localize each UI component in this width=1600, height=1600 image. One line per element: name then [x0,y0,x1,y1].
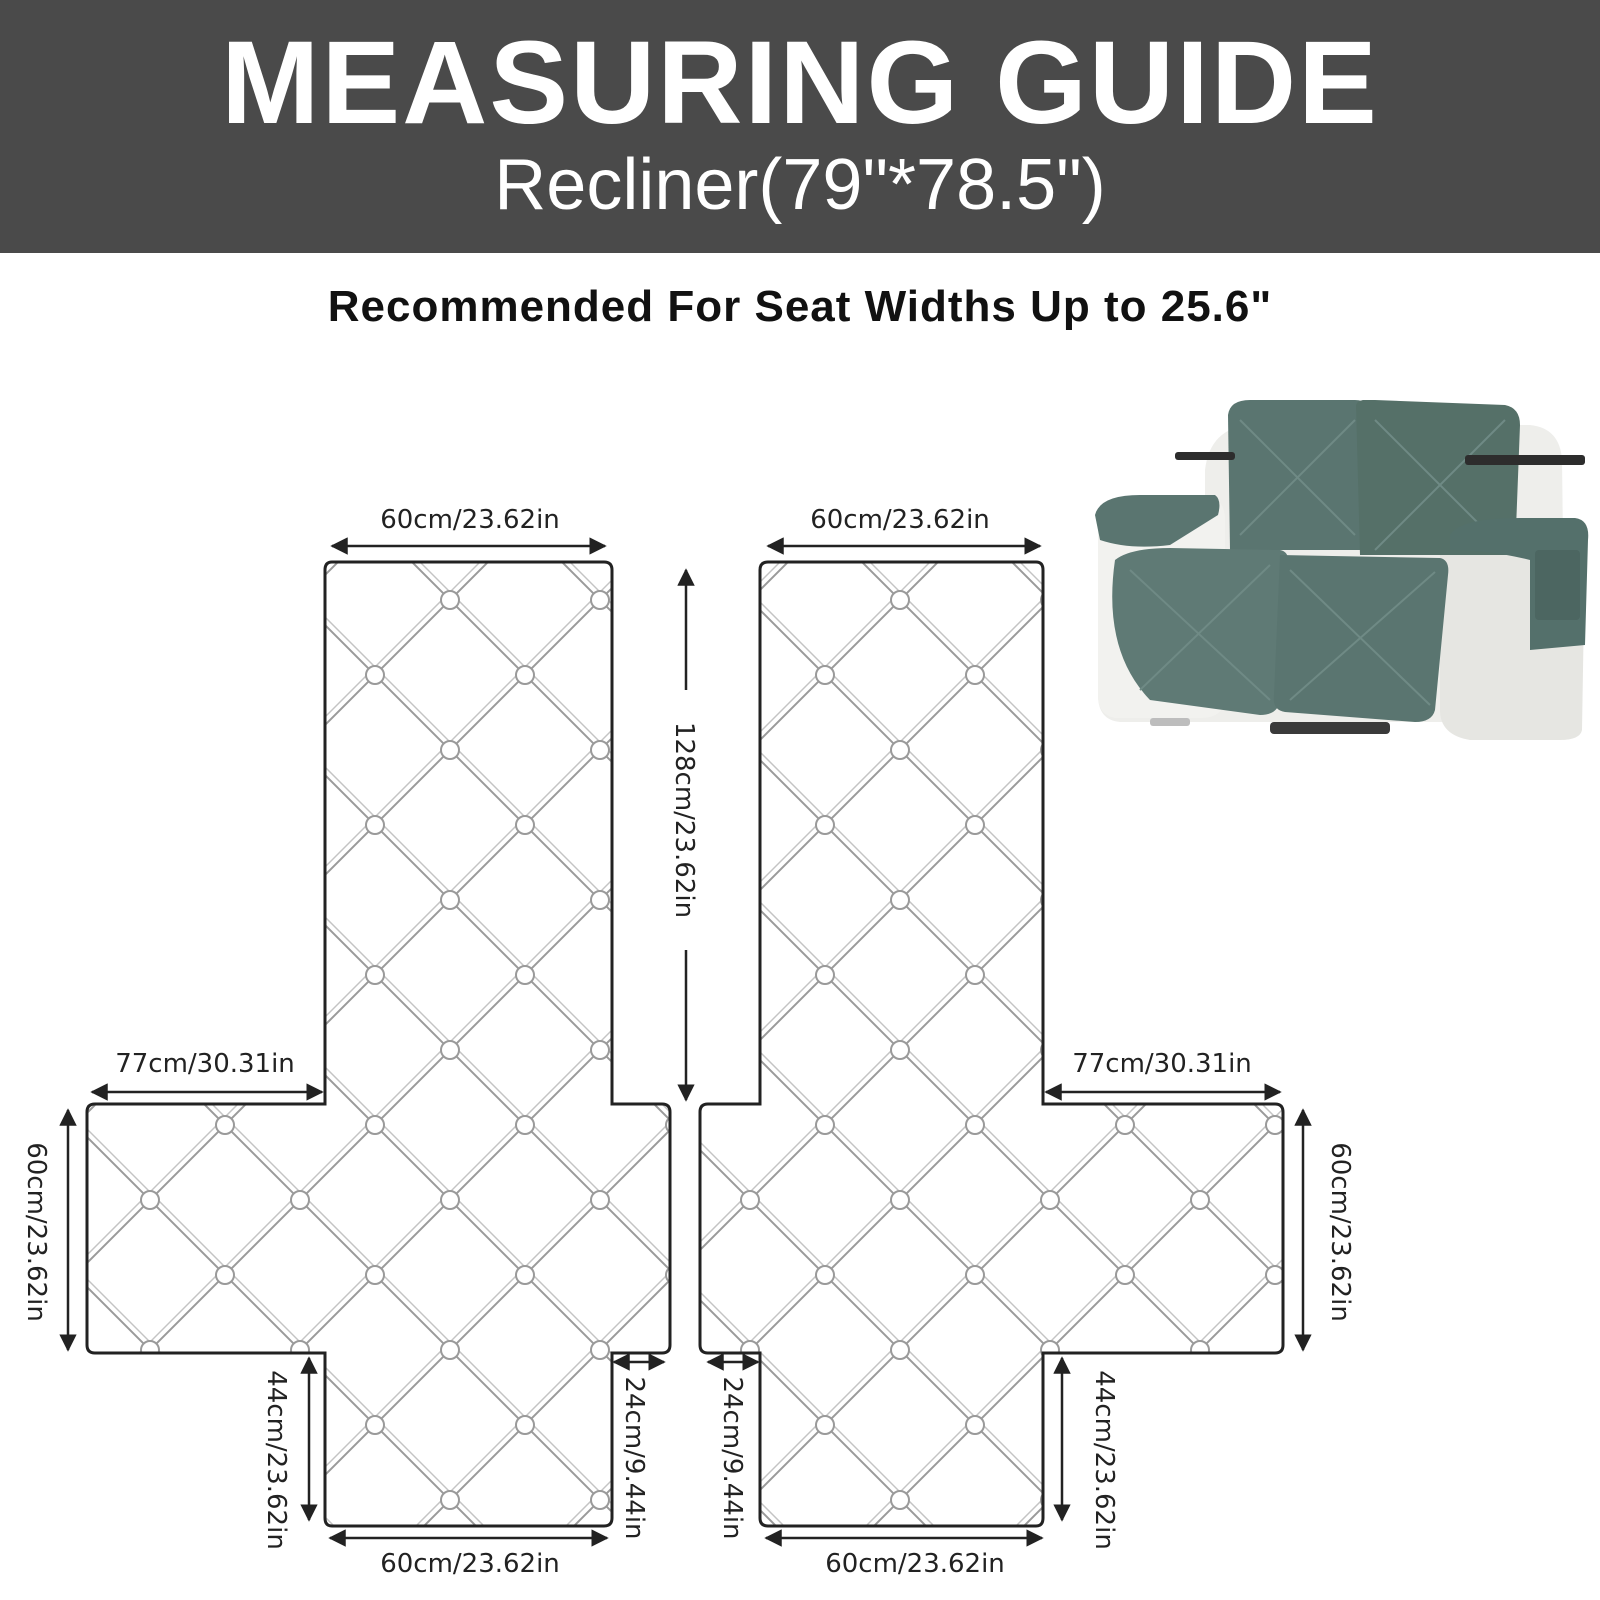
left-seat-height-label: 44cm/23.62in [261,1370,291,1550]
left-arm-width-label: 77cm/30.31in [115,1049,295,1079]
recliner-product-image [1090,400,1590,800]
right-top-width-label: 60cm/23.62in [810,505,990,535]
left-arm-height-label: 60cm/23.62in [21,1142,51,1322]
right-bottom-width-label: 60cm/23.62in [825,1549,1005,1579]
right-seat-height-label: 44cm/23.62in [1089,1370,1119,1550]
back-height-label: 128cm/23.62in [669,721,699,919]
left-cover-outline [87,562,670,1526]
left-gap-width-label: 24cm/9.44in [619,1376,649,1540]
left-top-width-label: 60cm/23.62in [380,505,560,535]
page-title: MEASURING GUIDE [221,17,1379,149]
right-arm-width-label: 77cm/30.31in [1072,1049,1252,1079]
left-bottom-width-label: 60cm/23.62in [380,1549,560,1579]
right-gap-width-label: 24cm/9.44in [717,1376,747,1540]
recommendation-text: Recommended For Seat Widths Up to 25.6" [327,282,1273,331]
right-arm-height-label: 60cm/23.62in [1325,1142,1355,1322]
page-subtitle: Recliner(79"*78.5") [494,145,1106,225]
